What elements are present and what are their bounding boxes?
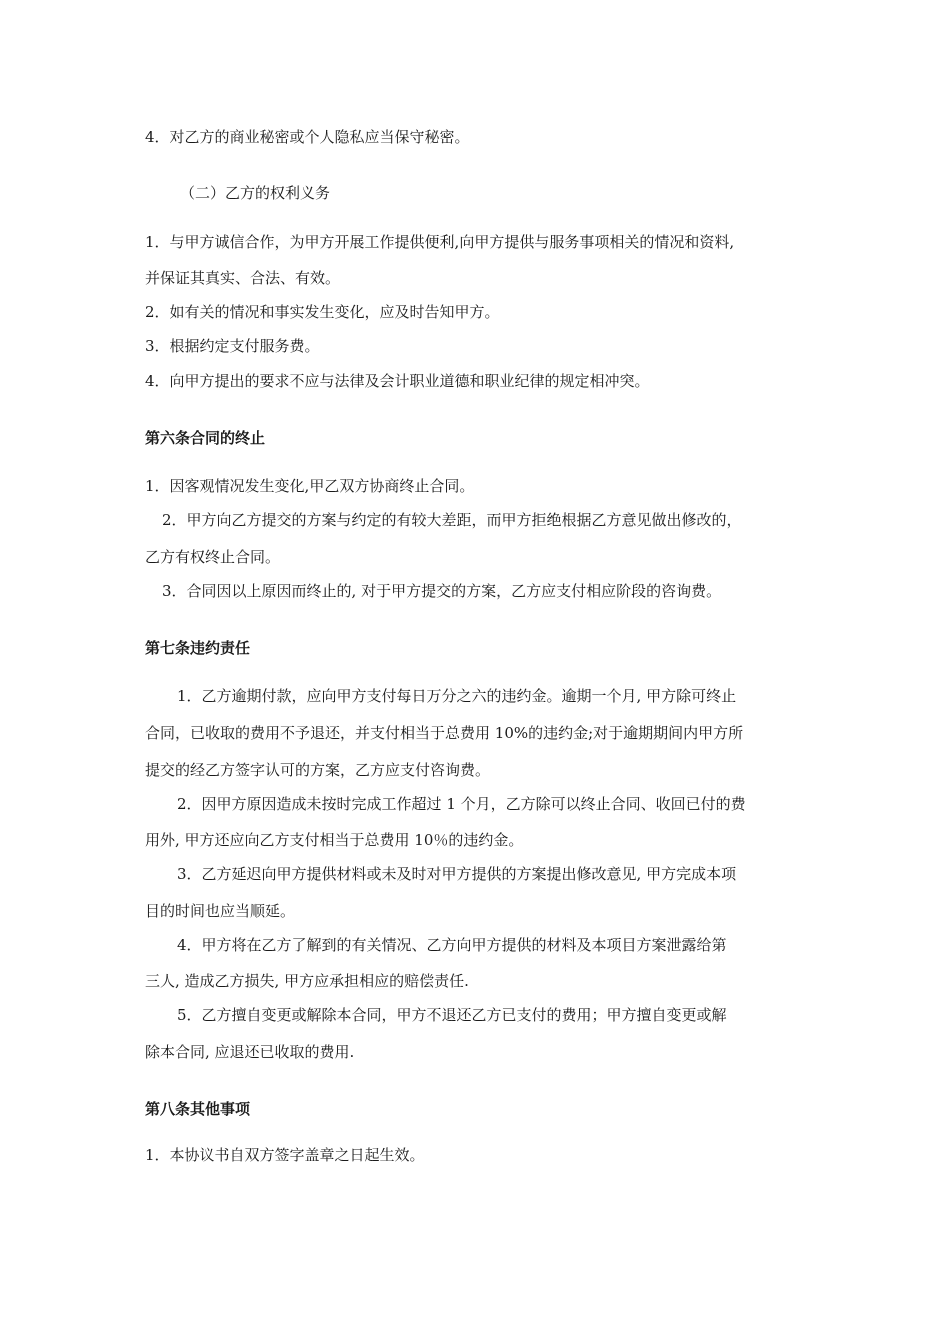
article-7-item-2-line1: 2．因甲方原因造成未按时完成工作超过 1 个月，乙方除可以终止合同、收回已付的费 (177, 795, 746, 813)
article-7-item-1-line2: 合同，已收取的费用不予退还，并支付相当于总费用 10%的违约金;对于逾期期间内甲方所 (145, 724, 744, 742)
party-b-obligation-3: 3．根据约定支付服务费。 (145, 337, 320, 355)
article-7-item-1-line1: 1．乙方逾期付款，应向甲方支付每日万分之六的违约金。逾期一个月, 甲方除可终止 (177, 687, 737, 705)
party-a-obligation-4: 4．对乙方的商业秘密或个人隐私应当保守秘密。 (145, 128, 470, 146)
article-6-item-1: 1．因客观情况发生变化,甲乙双方协商终止合同。 (145, 477, 475, 495)
party-b-obligation-1-line1: 1．与甲方诚信合作，为甲方开展工作提供便利,向甲方提供与服务事项相关的情况和资料, (145, 233, 735, 251)
article-7-item-4-line1: 4．甲方将在乙方了解到的有关情况、乙方向甲方提供的材料及本项目方案泄露给第 (177, 936, 727, 954)
party-b-obligation-4: 4．向甲方提出的要求不应与法律及会计职业道德和职业纪律的规定相冲突。 (145, 372, 650, 390)
article-8-item-1: 1．本协议书自双方签字盖章之日起生效。 (145, 1146, 425, 1164)
article-7-item-5-line1: 5．乙方擅自变更或解除本合同，甲方不退还乙方已支付的费用；甲方擅自变更或解 (177, 1006, 727, 1024)
article-7-title: 第七条违约责任 (145, 639, 251, 657)
article-7-item-5-line2: 除本合同, 应退还已收取的费用. (145, 1043, 355, 1061)
article-6-item-3: 3．合同因以上原因而终止的, 对于甲方提交的方案，乙方应支付相应阶段的咨询费。 (162, 582, 722, 600)
article-6-item-2-line1: 2．甲方向乙方提交的方案与约定的有较大差距，而甲方拒绝根据乙方意见做出修改的， (162, 511, 742, 529)
article-6-item-2-line2: 乙方有权终止合同。 (145, 548, 281, 566)
article-7-item-1-line3: 提交的经乙方签字认可的方案，乙方应支付咨询费。 (145, 761, 491, 779)
article-7-item-2-line2: 用外, 甲方还应向乙方支付相当于总费用 10％的违约金。 (145, 831, 524, 849)
party-b-section-title: （二）乙方的权利义务 (180, 184, 331, 202)
article-8-title: 第八条其他事项 (145, 1100, 251, 1118)
party-b-obligation-2: 2．如有关的情况和事实发生变化，应及时告知甲方。 (145, 303, 500, 321)
article-7-item-3-line1: 3．乙方延迟向甲方提供材料或未及时对甲方提供的方案提出修改意见, 甲方完成本项 (177, 865, 737, 883)
party-b-obligation-1-line2: 并保证其真实、合法、有效。 (145, 269, 341, 287)
article-7-item-3-line2: 目的时间也应当顺延。 (145, 902, 296, 920)
article-7-item-4-line2: 三人, 造成乙方损失, 甲方应承担相应的赔偿责任. (145, 972, 469, 990)
article-6-title: 第六条合同的终止 (145, 429, 266, 447)
